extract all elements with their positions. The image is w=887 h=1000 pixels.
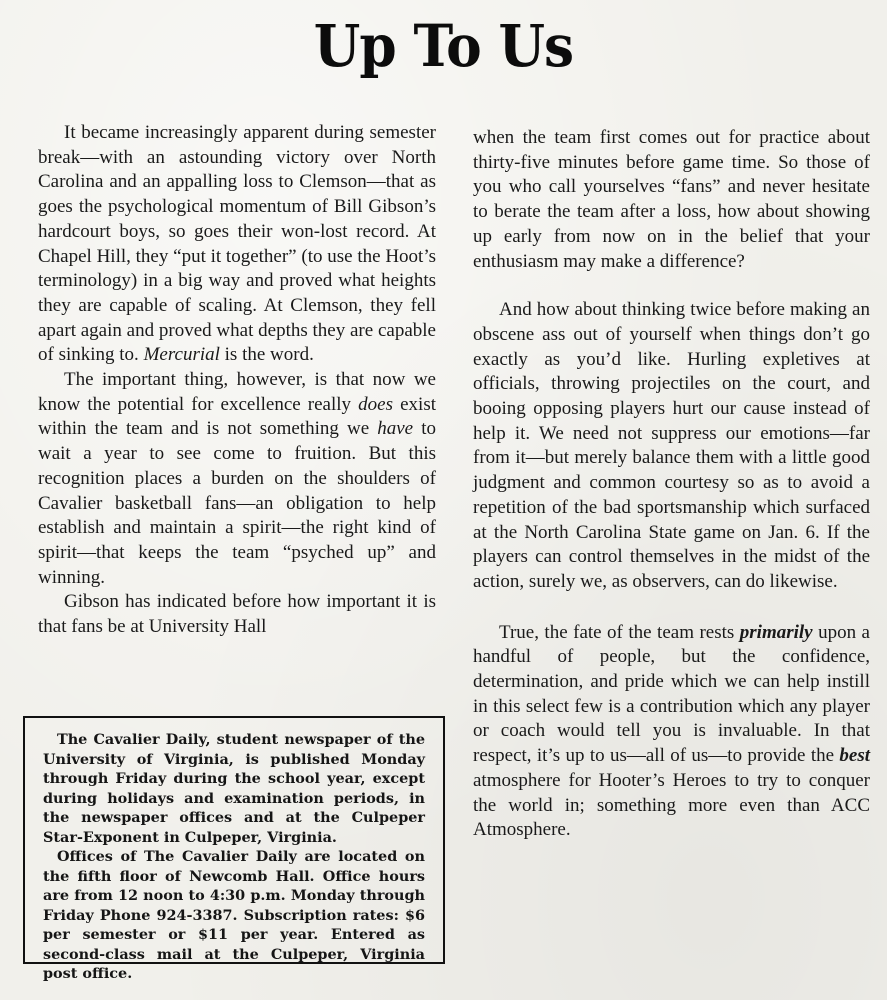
paragraph-1-emphasis: Mercurial [143,344,220,366]
masthead-paragraph-1: The Cavalier Daily, student newspaper of the University of Virginia, is published Monday through Friday during the school year, except during holidays and examination periods, in the newspaper offices and at the Culpeper Star-Exponent in Culpeper, Virginia. [43,731,425,846]
paragraph-2-emphasis-1: does [358,393,393,415]
paragraph-6 [473,621,870,843]
paragraph-6-emphasis-1: primarily [739,621,813,643]
paragraph-6-text-c: atmosphere for Hooter’s Heroes to try to conquer the world in; something more even than ACC Atmosphere. [473,769,870,841]
masthead-box [23,716,445,982]
paragraph-2-text-c: to wait a year to see come to fruition. But this recognition places a burden on the shoulders of Cavalier basketball fans—an obligation to help establish and maintain a spirit—the right kind of spirit—that keeps the team “psyched up” and winning. [38,418,436,588]
paragraph-2-emphasis-2: have [377,418,414,440]
paragraph-2 [38,368,436,590]
paragraph-4: when the team first comes out for practice about thirty-five minutes before game time. So those of you who call yourselves “fans” and never hesitate to berate the team after a loss, how about showing up early from now on in the belief that your enthusiasm may make a difference? [473,127,870,272]
paragraph-5: And how about thinking twice before making an obscene ass out of yourself when things don’t go exactly as you’d like. Hurling expletives at officials, throwing projectiles on the court, and booing opposing players hurt our cause instead of help it. We need not suppress our emotions—far from it—but merely balance them with a little good judgment and common courtesy so as to avoid a repetition of the bad sportsmanship which surfaced at the North Carolina State game on Jan. 6. If the players can control themselves in the midst of the action, surely we, as observers, can do likewise. [473,299,870,592]
paragraph-1-end: is the word. [219,344,314,366]
article-column-left [38,121,436,640]
editorial-headline: Up To Us [313,12,574,80]
paragraph-1-text: It became increasingly apparent during semester break—with an astounding victory over North Carolina and an appalling loss to Clemson—that as goes the psychological momentum of Bill Gibson’s hardcourt boys, so goes their won-lost record. At Chapel Hill, they “put it together” (to use the Hoot’s terminology) in a big way and proved what heights they are capable of scaling. At Clemson, they fell apart again and proved what depths they are capable of sinking to. [38,122,436,366]
paragraph-2-text-a: The important thing, however, is that now we know the potential for excellence really [38,369,436,415]
paragraph-6-emphasis-2: best [839,745,870,767]
masthead-paragraph-2: Offices of The Cavalier Daily are located on the fifth floor of Newcomb Hall. Office hours are from 12 noon to 4:30 p.m. Monday through Friday Phone 924-3387. Subscription rates: $6 per semester or $11 per year. Entered as second-class mail at the Culpeper, Virginia post office. [43,848,425,982]
paragraph-6-text-a: True, the fate of the team rests [499,621,740,643]
article-column-right [473,126,870,843]
paragraph-6-text-b: upon a handful of people, but the confidence, determination, and pride which we can help instill in this select few is a contribution which any player or coach would tell you is invaluable. In that respect, it’s up to us—all of us—to provide the [473,621,870,767]
paragraph-1 [38,121,436,368]
paragraph-2-text-b: exist within the team and is not something we [38,393,436,440]
paragraph-3: Gibson has indicated before how important it is that fans be at University Hall [38,591,436,638]
